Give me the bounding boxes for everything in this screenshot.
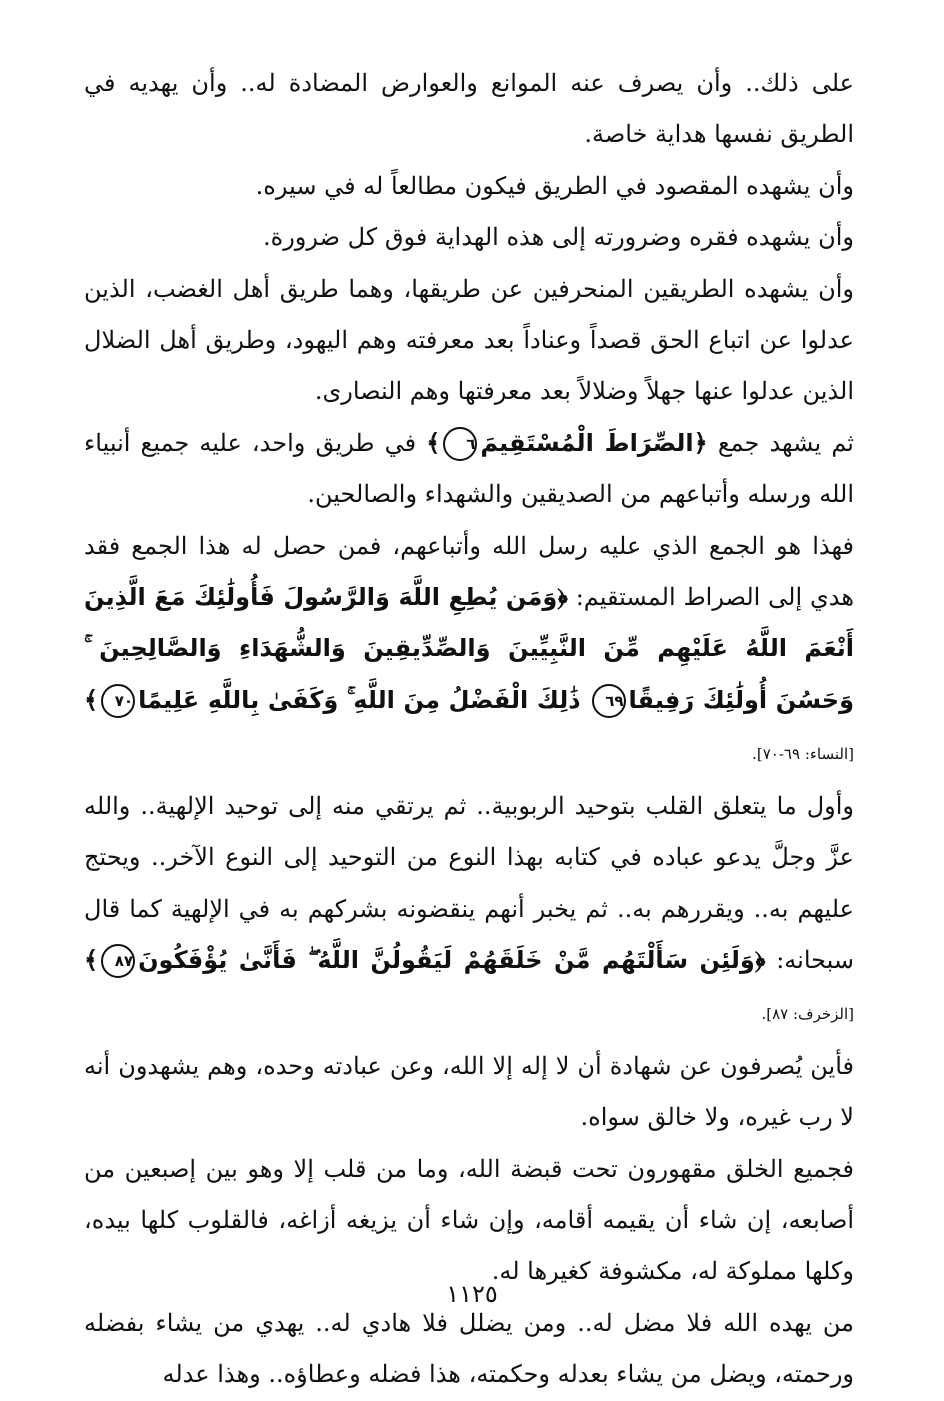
verse-reference: [الزخرف: ٨٧]. — [761, 1005, 854, 1024]
verse-reference: [النساء: ٦٩-٧٠]. — [752, 745, 854, 764]
quran-bracket: ﴾ — [426, 428, 441, 457]
paragraph — [84, 521, 854, 781]
quran-bracket: ﴾ — [84, 685, 99, 714]
paragraph-text: ثم يشهد جمع — [717, 428, 854, 457]
paragraph: وأن يشهده المقصود في الطريق فيكون مطالعاً له في سيره. — [255, 171, 854, 200]
paragraph-text: في طريق واحد، عليه جميع أنبياء الله ورسله وأتباعهم من الصديقين والشهداء والصالحين. — [84, 428, 854, 509]
paragraph — [84, 418, 854, 521]
paragraph: فأين يُصرفون عن شهادة أن لا إله إلا الله، وعن عبادته وحده، وهم يشهدون أنه لا رب غيره، ولا خالق سواه. — [84, 1051, 854, 1132]
paragraph: وأن يشهده الطريقين المنحرفين عن طريقها، وهما طريق أهل الغضب، الذين عدلوا عن اتباع الحق قصداً وعناداً بعد معرفته وهم اليهود، وطريق أهل الضلال الذين عدلوا عنها جهلاً وضلالاً بعد معرفتها وهم النصارى. — [84, 274, 854, 406]
ayah-number-marker: ٦٩ — [592, 684, 626, 718]
quran-verse: ﴿وَمَن يُطِعِ اللَّهَ وَالرَّسُولَ فَأُولَٰئِكَ مَعَ الَّذِينَ أَنْعَمَ اللَّهُ عَلَيْهِم مِّنَ النَّبِيِّينَ وَالصِّدِّيقِينَ وَالشُّهَدَاءِ وَالصَّالِحِينَ ۚ وَحَسُنَ أُولَٰئِكَ رَفِيقًا — [84, 583, 855, 714]
paragraph: من يهده الله فلا مضل له.. ومن يضلل فلا هادي له.. يهدي من يشاء بفضله ورحمته، ويضل من يشاء بعدله وحكمته، هذا فضله وعطاؤه.. وهذا عدله — [84, 1308, 855, 1389]
paragraph: على ذلك.. وأن يصرف عنه الموانع والعوارض المضادة له.. وأن يهديه في الطريق نفسها هداية خاصة. — [84, 69, 854, 149]
quran-bracket: ﴾ — [84, 945, 99, 974]
ayah-number-marker: ٦ — [443, 427, 477, 461]
quran-verse: ﴿وَلَئِن سَأَلْتَهُم مَّنْ خَلَقَهُمْ لَيَقُولُنَّ اللَّهُ ۖ فَأَنَّىٰ يُؤْفَكُونَ — [138, 945, 766, 974]
paragraph-text: فهذا هو الجمع الذي عليه رسل الله وأتباعهم، فمن حصل له هذا الجمع فقد هدي إلى الصراط المستقيم: — [84, 531, 854, 612]
paragraph-text: وأول ما يتعلق القلب بتوحيد الربوبية.. ثم يرتقي منه إلى توحيد الإلهية.. والله عزَّ وجلَّ يدعو عباده في كتابه بهذا النوع من التوحيد إلى النوع الآخر.. ويحتج عليهم به.. ويقررهم به.. ثم يخبر أنهم ينقضونه بشركهم به في الإلهية كما قال سبحانه: — [84, 791, 855, 974]
quran-verse: ﴿الصِّرَاطَ الْمُسْتَقِيمَ — [480, 428, 708, 457]
ayah-number-marker: ٧٠ — [101, 684, 135, 718]
ayah-number-marker: ٨٧ — [101, 944, 135, 978]
page-number: ١١٢٥ — [446, 1280, 498, 1308]
paragraph: فجميع الخلق مقهورون تحت قبضة الله، وما من قلب إلا وهو بين إصبعين من أصابعه، إن شاء أن يقيمه أقامه، وإن شاء أن يزيغه أزاغه، فالقلوب كلها بيده، وكلها مملوكة له، مكشوفة كغيرها له. — [84, 1154, 854, 1286]
body-text — [84, 58, 854, 1401]
quran-verse: ذَٰلِكَ الْفَضْلُ مِنَ اللَّهِ ۚ وَكَفَىٰ بِاللَّهِ عَلِيمًا — [138, 685, 581, 714]
paragraph — [84, 781, 854, 1041]
paragraph: وأن يشهده فقره وضرورته إلى هذه الهداية فوق كل ضرورة. — [263, 223, 854, 252]
